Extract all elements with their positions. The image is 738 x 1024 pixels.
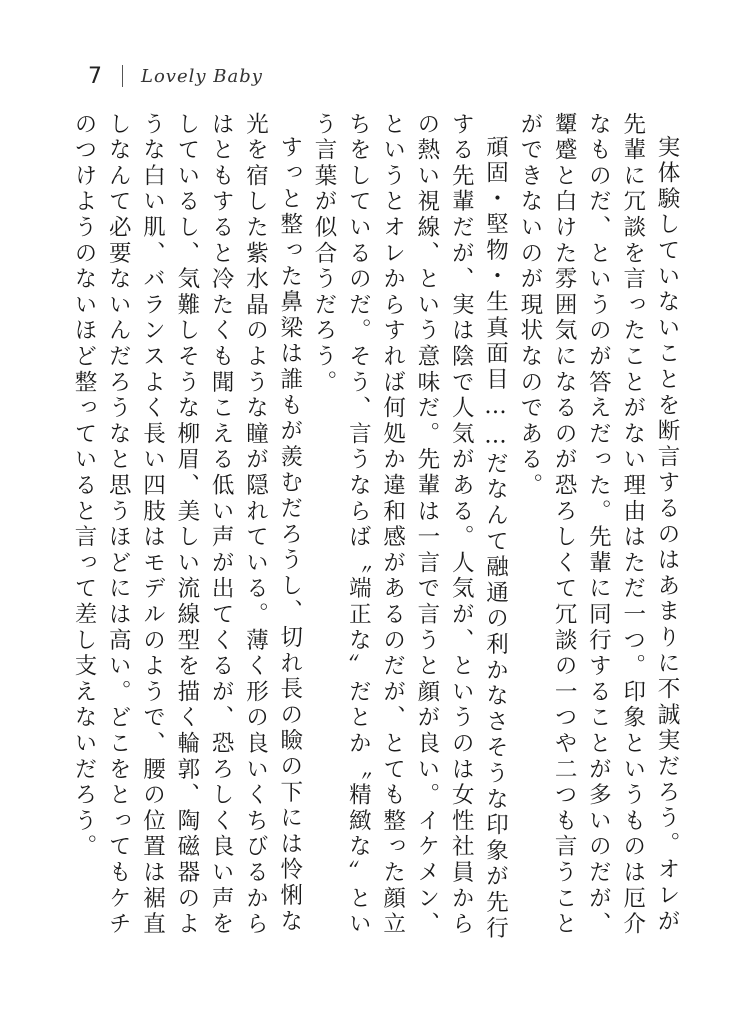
- page-number: 7: [88, 63, 102, 89]
- paragraph-1: 実体験していないことを断言するのはあまりに不誠実だろう。オレが先輩に冗談を言ったことがない理由はただ一つ。印象というものは厄介なものだ、というのが答えだった。先輩に同行することが多いのだが、顰蹙と白けた雰囲気になるのが恐ろしくて冗談の一つや二つも言うことができないのが現状なのである。: [516, 112, 680, 938]
- body-text: [70, 112, 684, 952]
- header-divider: [122, 65, 123, 87]
- book-title: Lovely Baby: [141, 65, 263, 87]
- paragraph-2: 頑固・堅物・生真面目……だなんて融通の利かなさそうな印象が先行する先輩だが、実は陰で人気がある。人気が、というのは女性社員からの熱い視線、という意味だ。先輩は一言で言うと顔が良い。イケメン、というとオレからすれば何処か違和感があるのだが、とても整った顔立ちをしているのだ。そう、言うならば〝端正な〟だとか〝精緻な〟という言葉が似合うだろう。: [311, 112, 509, 942]
- paragraph-3: すっと整った鼻梁は誰もが羨むだろうし、切れ長の瞼の下には怜悧な光を宿した紫水晶のような瞳が隠れている。薄く形の良いくちびるからはともすると冷たくも聞こえる低い声が出てくるが、恐ろしく良い声をしているし、気難しそうな柳眉、美しい流線型を描く輪郭、陶磁器のような白い肌、バランスよく長い四肢はモデルのようで、腰の位置は裾直しなんて必要ないんだろうなと思うほどには高い。どこをとってもケチのつけようのないほど整っていると言って差し支えないだろう。: [70, 112, 303, 938]
- page-header: [88, 58, 263, 94]
